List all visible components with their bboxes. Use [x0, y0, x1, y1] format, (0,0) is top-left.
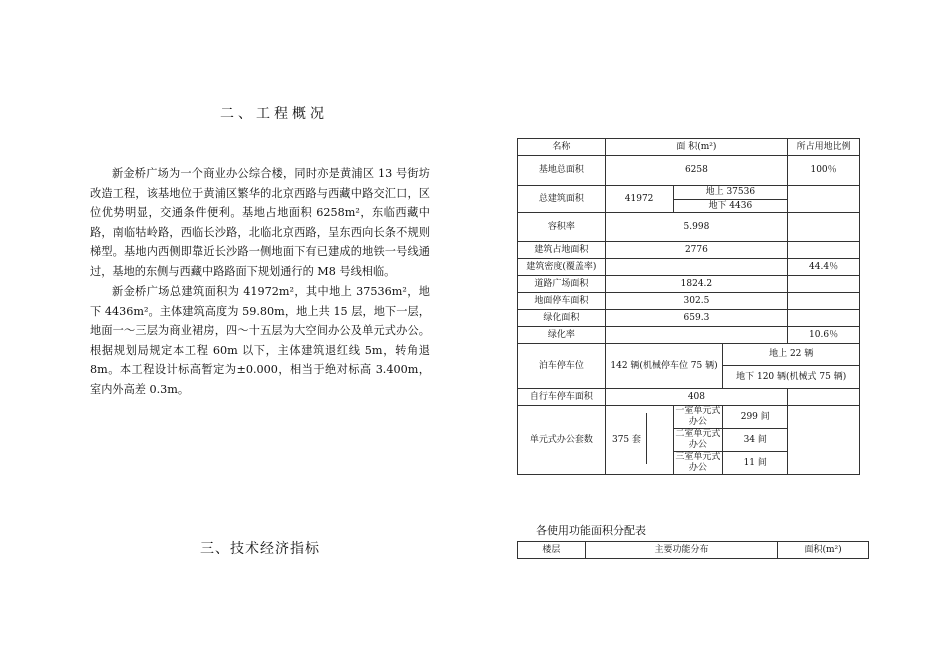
table-cell — [788, 276, 860, 293]
table-row — [518, 310, 860, 327]
table-cell — [788, 213, 860, 242]
economic-indicators-table — [517, 138, 860, 475]
table-row — [518, 156, 860, 186]
table-cell: 302.5 — [605, 293, 787, 310]
table-row — [518, 186, 860, 200]
table-row — [518, 139, 860, 156]
table-row — [518, 259, 860, 276]
table-cell — [788, 293, 860, 310]
table-cell: 408 — [605, 389, 787, 406]
header-cell: 楼层 — [518, 542, 586, 559]
table-row — [518, 213, 860, 242]
table-cell: 地下 120 辆(机械式 75 辆) — [723, 366, 860, 389]
table-cell: 地面停车面积 — [518, 293, 606, 310]
table-cell — [788, 389, 860, 406]
table-cell: 44.4％ — [788, 259, 860, 276]
section-title-tech-indicators: 三、技术经济指标 — [200, 541, 320, 557]
header-cell: 面 积(m²) — [605, 139, 787, 156]
table-row — [518, 542, 869, 559]
table-cell: 单元式办公套数 — [518, 406, 606, 475]
header-cell: 所占用地比例 — [788, 139, 860, 156]
table-cell: 道路广场面积 — [518, 276, 606, 293]
units-total-cell: 375 套 — [607, 413, 647, 464]
table-row — [518, 242, 860, 259]
table-cell: 142 辆(机械停车位 75 辆) — [605, 344, 723, 389]
table-cell: 1824.2 — [605, 276, 787, 293]
table-cell: 41972 — [605, 186, 673, 213]
table-row — [518, 293, 860, 310]
table-cell — [605, 259, 787, 276]
table-cell: 34 间 — [723, 429, 788, 452]
paragraph-building: 新金桥广场总建筑面积为 41972m²，其中地上 37536m²，地下 4436m²。主体建筑高度为 59.80m，地上共 15 层，地下一层，地面一～三层为商业裙房，四～十五层为大空间办公及单元式办公。根据规划局规定本工程 60m 以下，主体建筑退红线 5m，转角退 8m。本工程设计标高暂定为±0.000，相当于绝对标高 3.400m，室内外高差 0.3m。 — [90, 285, 430, 396]
table-cell: 泊车停车位 — [518, 344, 606, 389]
table-cell: 容积率 — [518, 213, 606, 242]
table-cell: 绿化率 — [518, 327, 606, 344]
table-cell — [788, 310, 860, 327]
table-cell: 6258 — [605, 156, 787, 186]
table-row — [518, 327, 860, 344]
paragraph-site: 新金桥广场为一个商业办公综合楼，同时亦是黄浦区 13 号街坊改造工程，该基地位于黄浦区繁华的北京西路与西藏中路交汇口，区位优势明显，交通条件便利。基地占地面积 6258m²，东临西藏中路，南临牯岭路，西临长沙路，北临北京西路，呈东西向长条不规则梯型。基地内西侧即靠近长沙路一侧地面下有已建成的地铁一号线通过，基地的东侧与西藏中路路面下规划通行的 M8 号线相临。 — [90, 167, 430, 278]
table-cell: 建筑占地面积 — [518, 242, 606, 259]
table-cell: 总建筑面积 — [518, 186, 606, 213]
table-cell: 绿化面积 — [518, 310, 606, 327]
table-row — [518, 276, 860, 293]
table-cell: 659.3 — [605, 310, 787, 327]
table-caption: 各使用功能面积分配表 — [536, 524, 646, 537]
header-cell: 名称 — [518, 139, 606, 156]
section-title-project-overview: 二、工程概况 — [220, 106, 328, 122]
table-cell: 一室单元式办公 — [673, 406, 723, 429]
table-cell: 11 间 — [723, 452, 788, 475]
table-cell: 地下 4436 — [673, 200, 788, 213]
table-row — [518, 344, 860, 366]
table-cell: 二室单元式办公 — [673, 429, 723, 452]
table-cell: 基地总面积 — [518, 156, 606, 186]
table-cell: 10.6％ — [788, 327, 860, 344]
table-cell — [788, 242, 860, 259]
table-row — [518, 406, 860, 429]
table-cell: 5.998 — [605, 213, 787, 242]
table-cell: 100％ — [788, 156, 860, 186]
table-cell: 地上 37536 — [673, 186, 788, 200]
table-cell: 2776 — [605, 242, 787, 259]
table-cell: 地上 22 辆 — [723, 344, 860, 366]
header-cell: 主要功能分布 — [585, 542, 777, 559]
table-cell: 建筑密度(覆盖率) — [518, 259, 606, 276]
table-cell: 三室单元式办公 — [673, 452, 723, 475]
table-cell — [788, 406, 860, 475]
table-cell: 自行车停车面积 — [518, 389, 606, 406]
table-cell — [605, 327, 787, 344]
header-cell: 面积(m²) — [778, 542, 869, 559]
table-cell: 299 间 — [723, 406, 788, 429]
table-row — [518, 389, 860, 406]
function-area-table — [517, 541, 869, 559]
table-cell — [788, 186, 860, 213]
